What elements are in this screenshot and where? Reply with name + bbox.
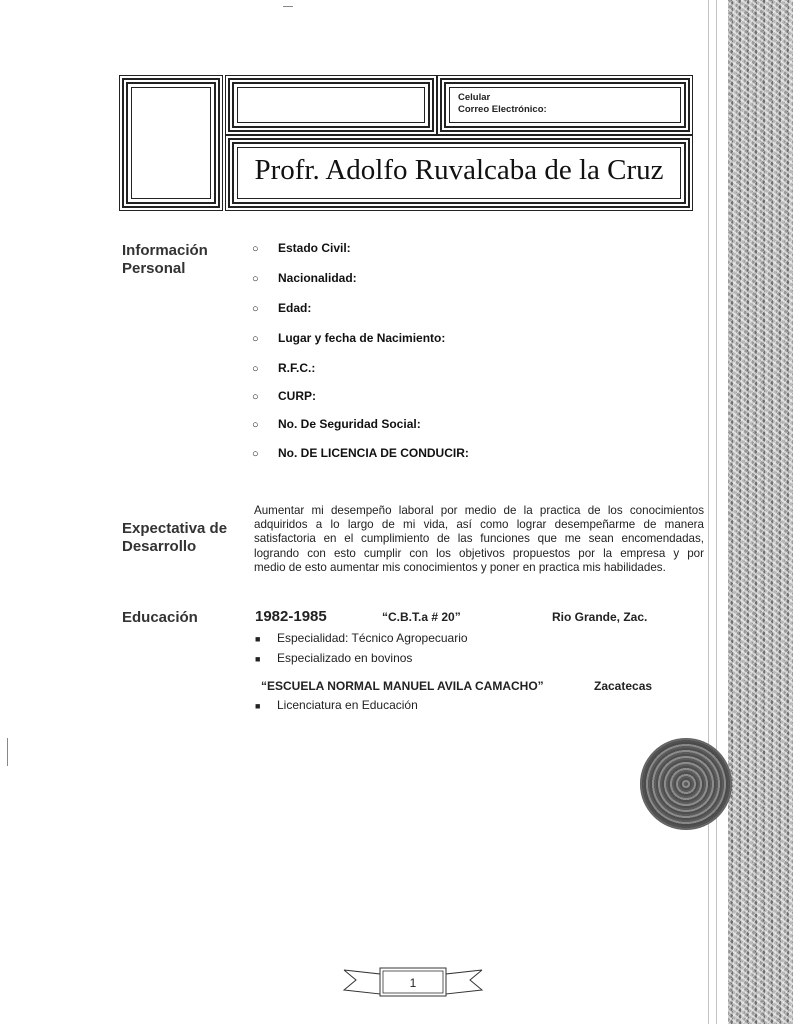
scan-dot [7,738,8,766]
square-bullet-icon: ■ [255,701,261,711]
info-label: Nacionalidad: [278,271,357,285]
square-bullet-icon: ■ [255,634,261,644]
education-school-1: “C.B.T.a # 20” [382,610,461,624]
circle-bullet-icon: ○ [252,333,259,345]
scan-line [708,0,709,1024]
section-heading-expectativa [122,520,227,556]
circle-bullet-icon: ○ [252,273,259,285]
heading-line: Expectativa de [122,520,228,537]
info-item [252,446,469,460]
info-label: Estado Civil: [278,241,351,255]
info-label: Lugar y fecha de Nacimiento: [278,331,446,345]
circle-bullet-icon: ○ [252,391,259,403]
scan-dot [283,6,293,7]
circle-bullet-icon: ○ [252,419,259,431]
person-name: Profr. Adolfo Ruvalcaba de la Cruz [254,154,664,186]
education-place-1: Rio Grande, Zac. [552,610,648,624]
education-place-2: Zacatecas [594,679,653,693]
education-bullet [255,631,468,645]
info-item [252,417,421,431]
square-bullet-icon: ■ [255,654,261,664]
info-label: No. De Seguridad Social: [278,417,421,431]
info-item [252,241,351,255]
contact-phone-label: Celular [458,92,491,103]
paragraph-line: satisfactoria en el cumplimiento de las funciones que me sean encomendadas, [254,532,704,546]
info-label: CURP: [278,389,316,403]
paragraph-line: adquiridos a lo largo de mi vida, así como lograr desempeñarme de manera [254,518,704,532]
scanned-edge-strip [728,0,793,1024]
expectativa-paragraph [254,504,704,575]
section-heading-educacion: Educación [122,609,198,626]
info-item [252,271,357,285]
paragraph-line: logrando con esto cumplir con los objetivos propuestos por la empresa y por [254,546,704,560]
heading-line: Personal [122,260,186,277]
section-heading-personal [122,242,208,278]
circle-bullet-icon: ○ [252,243,259,255]
circle-bullet-icon: ○ [252,303,259,315]
info-label: R.F.C.: [278,361,316,375]
info-item [252,389,316,403]
info-label: No. DE LICENCIA DE CONDUCIR: [278,446,469,460]
bullet-text: Licenciatura en Educación [277,698,418,712]
info-item [252,331,445,345]
info-label: Edad: [278,301,312,315]
contact-email-label: Correo Electrónico: [458,104,547,115]
seal-stamp [640,738,732,830]
page-number: 1 [409,976,417,990]
contact-box [440,78,690,132]
education-years: 1982-1985 [255,608,327,625]
bullet-text: Especializado en bovinos [277,651,413,665]
paragraph-line: medio de esto aumentar mis conocimientos y poner en practica mis habilidades. [254,560,666,574]
info-item [252,361,315,375]
scan-line [716,0,717,1024]
heading-line: Desarrollo [122,538,197,555]
circle-bullet-icon: ○ [252,363,259,375]
education-school-2: “ESCUELA NORMAL MANUEL AVILA CAMACHO” [261,679,544,693]
circle-bullet-icon: ○ [252,448,259,460]
name-box [228,138,690,208]
header-blank-box [228,78,434,132]
education-bullet [255,698,418,712]
info-item [252,301,311,315]
bullet-text: Especialidad: Técnico Agropecuario [277,631,468,645]
photo-frame [122,78,220,208]
paragraph-line: Aumentar mi desempeño laboral por medio de la practica de los conocimientos [254,504,704,517]
education-bullet [255,651,412,665]
heading-line: Información [122,242,208,259]
